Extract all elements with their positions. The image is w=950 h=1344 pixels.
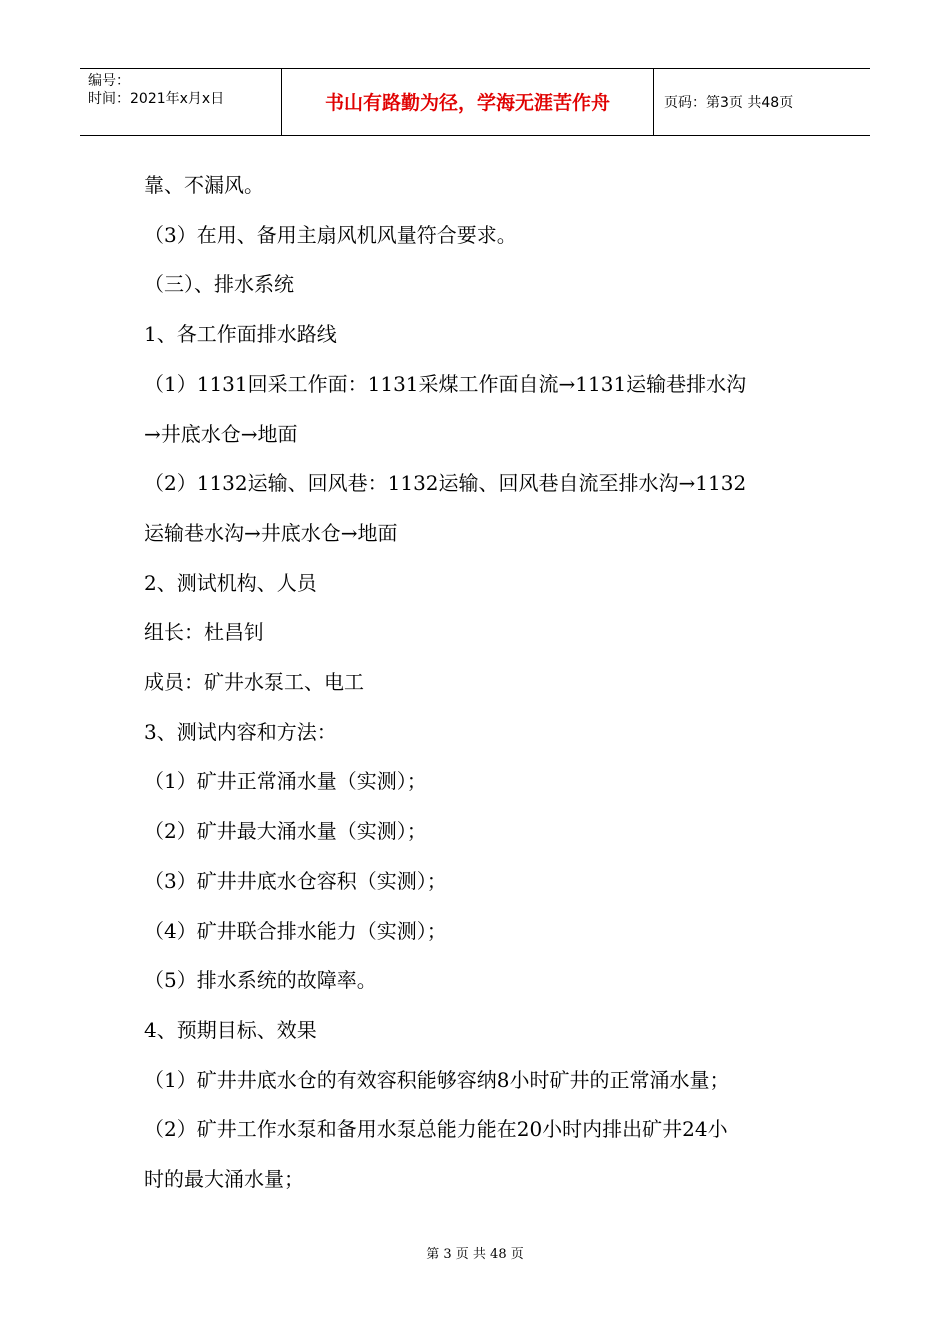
page-footer: 第 3 页 共 48 页	[426, 1247, 524, 1262]
subsection-heading: 3、测试内容和方法：	[144, 720, 337, 744]
body-line: 组长：杜昌钊	[144, 620, 264, 644]
page-current-number: 3	[720, 95, 729, 111]
section-heading: （三）、排水系统	[144, 272, 294, 296]
page-total-number: 48	[761, 95, 780, 111]
page-info-mid: 页 共	[728, 95, 762, 111]
body-line: （3）矿井井底水仓容积（实测）；	[144, 869, 447, 893]
body-line: （1）矿井井底水仓的有效容积能够容纳8小时矿井的正常涌水量；	[144, 1068, 730, 1092]
body-line: （5）排水系统的故障率。	[144, 968, 377, 992]
body-line: 成员：矿井水泵工、电工	[144, 670, 364, 694]
body-line: 运输巷水沟→井底水仓→地面	[144, 521, 398, 545]
body-line: （3）在用、备用主扇风机风量符合要求。	[144, 223, 517, 247]
body-line: （1）1131回采工作面：1131采煤工作面自流→1131运输巷排水沟	[144, 372, 747, 396]
document-time-label: 时间：2021年x月x日	[88, 91, 225, 107]
body-line: →井底水仓→地面	[144, 422, 298, 446]
header-motto: 书山有路勤为径，学海无涯苦作舟	[324, 92, 610, 114]
header-meta-cell	[80, 69, 282, 135]
subsection-heading: 2、测试机构、人员	[144, 571, 317, 595]
header-motto-cell	[282, 69, 654, 135]
body-line: 靠、不漏风。	[144, 173, 264, 197]
body-line: （4）矿井联合排水能力（实测）；	[144, 919, 447, 943]
body-line: 时的最大涌水量；	[144, 1167, 304, 1191]
page-info-suffix: 页	[779, 95, 794, 111]
body-line: （2）1132运输、回风巷：1132运输、回风巷自流至排水沟→1132	[144, 471, 747, 495]
page-info-prefix: 页码：第	[664, 95, 720, 111]
header-page-info	[664, 95, 793, 111]
subsection-heading: 1、各工作面排水路线	[144, 322, 337, 346]
body-line: （2）矿井工作水泵和备用水泵总能力能在20小时内排出矿井24小	[144, 1117, 728, 1141]
body-line: （2）矿井最大涌水量（实测）；	[144, 819, 427, 843]
header-page-cell	[654, 69, 870, 135]
body-line: （1）矿井正常涌水量（实测）；	[144, 769, 427, 793]
subsection-heading: 4、预期目标、效果	[144, 1018, 317, 1042]
document-number-label: 编号：	[88, 73, 130, 89]
document-header	[80, 68, 870, 136]
